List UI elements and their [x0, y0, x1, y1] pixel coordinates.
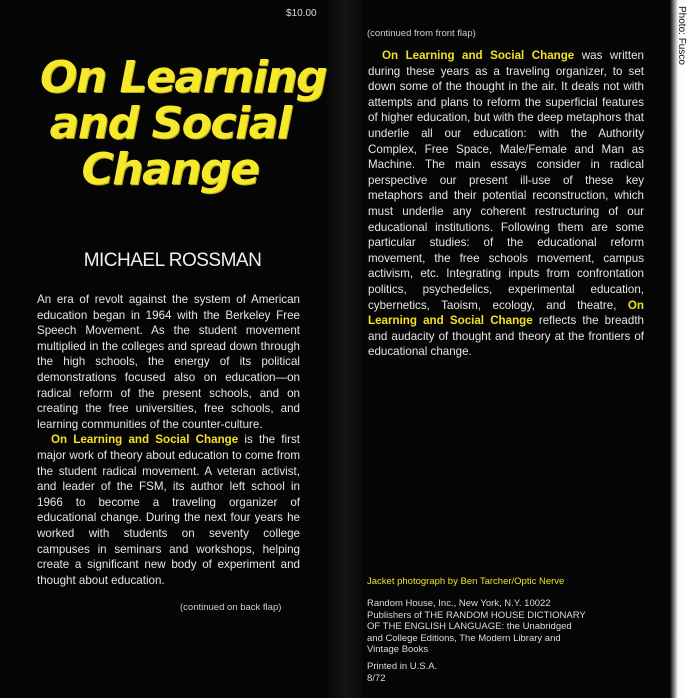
publisher-line: and College Editions, The Modern Library and [367, 632, 561, 644]
back-text-2: reflects the breadth and audacity of thought and theory at the frontiers of educational change. [368, 314, 644, 359]
publisher-info [367, 598, 647, 656]
front-paragraph-2 [37, 432, 300, 588]
back-text-1: was written during these years as a traveling organizer, to set down some of the thought in the air. It deals not with attempts and plans to reform the superficial features of higher education, but with the deep metaphors that underlie all our education: with the Authority Complex, Free Space, Male/Female and Man as Machine. The main essays consider in radical perspective our present ill-use of these key metaphors and their potential reconstruction, which must underlie any coherent restructuring of our educational institutions. Following them are some particular studies: of the educational reform movement, the free schools movement, campus activism, etc. Integrating inputs from confrontation politics, psychedelics, experimental education, cybernetics, Taoism, ecology, and theatre, [368, 49, 644, 312]
print-code: 8/72 [367, 672, 386, 684]
front-flap-text [37, 292, 300, 588]
title-line-2: and Social [49, 98, 291, 149]
publisher-line: OF THE ENGLISH LANGUAGE: the Unabridged [367, 621, 572, 632]
photo-credit-edge [670, 0, 690, 698]
back-flap [345, 0, 690, 698]
photo-credit: Photo: Fusco [676, 6, 687, 65]
back-flap-text [368, 48, 644, 360]
continued-from-front-flap: (continued from front flap) [367, 28, 476, 39]
title-highlight-2: On Learning and Social Change [368, 298, 644, 328]
printed-in: Printed in U.S.A. [367, 661, 438, 672]
publisher-line: Publishers of THE RANDOM HOUSE DICTIONARY [367, 609, 586, 621]
print-info [367, 661, 437, 684]
continued-on-back-flap: (continued on back flap) [180, 602, 282, 613]
title-line-1: On Learning [40, 52, 327, 103]
author-name: MICHAEL ROSSMAN [83, 250, 262, 271]
front-paragraph-1: An era of revolt against the system of American education began in 1964 with the Berkeley Free Speech Movement. As the student movement multiplied in the colleges and spread down through the high schools, the energy of its political demonstrations focused also on education—on radical reform of the present schools, and on creating the free universities, free schools, and learning communities of the counter-culture. [37, 293, 300, 431]
book-title [40, 52, 327, 195]
price-label: $10.00 [286, 8, 317, 19]
jacket-photo-credit: Jacket photograph by Ben Tarcher/Optic Nerve [367, 576, 565, 587]
title-highlight: On Learning and Social Change [51, 433, 239, 447]
title-highlight-1: On Learning and Social Change [382, 49, 575, 62]
front-paragraph-2-text: is the first major work of theory about education to come from the student radical movement. A veteran activist, and leader of the FSM, its author left school in 1966 to become a traveling organizer of educational change. During the next four years he worked with students on seventy college campuses in seminars and workshops, helping create a significant new body of experiment and thought about education. [37, 433, 300, 587]
publisher-line: Random House, Inc., New York, N.Y. 10022 [367, 598, 551, 609]
back-paragraph [368, 48, 644, 360]
publisher-line: Vintage Books [367, 644, 429, 655]
title-line-3: Change [81, 144, 259, 195]
